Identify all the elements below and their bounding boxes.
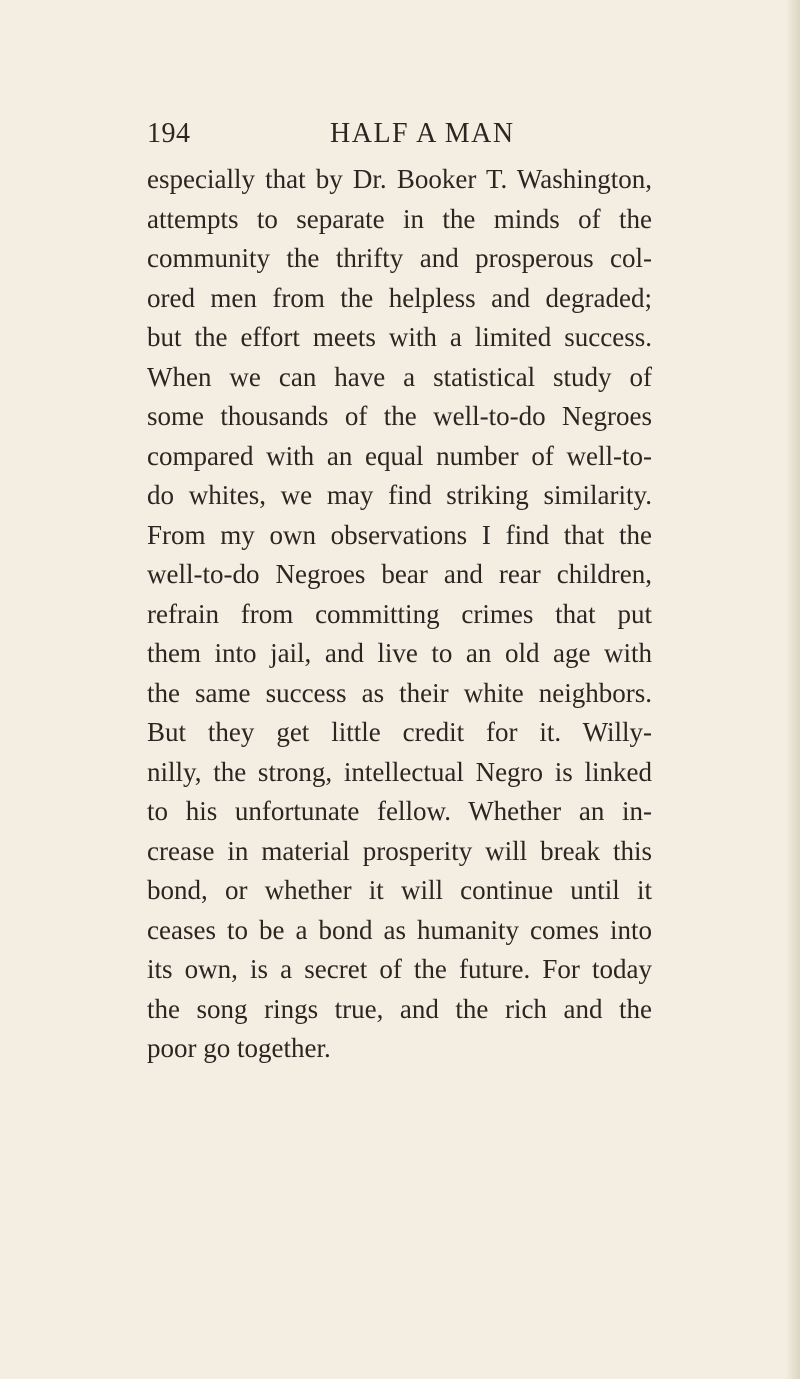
- text-line: ored men from the helpless and degraded;: [147, 282, 652, 313]
- text-line: When we can have a statistical study of: [147, 361, 652, 392]
- text-line: poor go together.: [147, 1033, 331, 1063]
- text-line: crease in material prosperity will break this: [147, 835, 652, 866]
- page-number: 194: [147, 118, 191, 149]
- text-line: the same success as their white neighbors.: [147, 677, 652, 708]
- page-edge-shadow: [786, 0, 800, 1379]
- text-line: some thousands of the well-to-do Negroes: [147, 401, 652, 431]
- text-line: ceases to be a bond as humanity comes into: [147, 914, 652, 945]
- text-line: bond, or whether it will continue until it: [147, 875, 652, 905]
- text-line: nilly, the strong, intellectual Negro is linked: [147, 756, 652, 787]
- text-line: refrain from committing crimes that put: [147, 598, 652, 629]
- text-line: community the thrifty and prosperous col-: [147, 243, 652, 273]
- text-line: the song rings true, and the rich and the: [147, 993, 652, 1024]
- text-line: well-to-do Negroes bear and rear children,: [147, 559, 652, 589]
- body-text: [147, 160, 652, 1069]
- text-line: do whites, we may find striking similarity.: [147, 480, 652, 510]
- running-head: HALF A MAN: [330, 118, 515, 149]
- text-line: them into jail, and live to an old age with: [147, 638, 652, 668]
- text-line: to his unfortunate fellow. Whether an in-: [147, 796, 652, 826]
- text-line: compared with an equal number of well-to-: [147, 440, 652, 471]
- text-line: attempts to separate in the minds of the: [147, 203, 652, 234]
- text-line: But they get little credit for it. Willy-: [147, 717, 652, 747]
- page-header: [147, 112, 647, 156]
- text-line: its own, is a secret of the future. For today: [147, 954, 652, 984]
- text-line: especially that by Dr. Booker T. Washington,: [147, 164, 652, 194]
- text-line: but the effort meets with a limited success.: [147, 322, 652, 352]
- text-line: From my own observations I find that the: [147, 519, 652, 550]
